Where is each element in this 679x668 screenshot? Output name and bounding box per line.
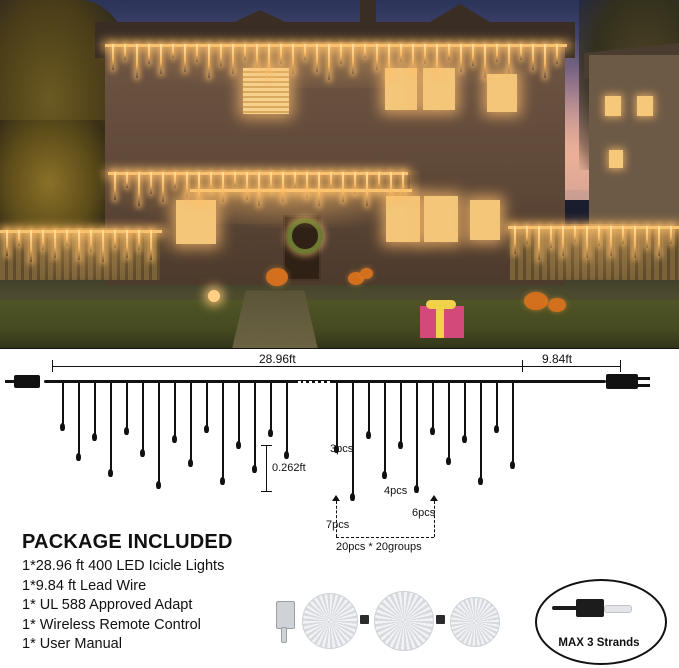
bulb: [382, 471, 387, 479]
window-upper-1: [243, 68, 289, 114]
spec-diagram: [0, 348, 679, 668]
light-drop: [634, 226, 636, 258]
light-drop: [352, 44, 354, 74]
light-drop: [330, 172, 332, 190]
connector-prong-left: [5, 380, 14, 383]
light-drop: [484, 44, 486, 78]
male-plug-right: [606, 374, 638, 389]
strand: [94, 382, 96, 434]
light-drop: [472, 44, 474, 66]
light-drop: [586, 226, 588, 258]
light-drop: [316, 44, 318, 72]
package-item: 1* Wireless Remote Control: [22, 616, 201, 633]
light-drop: [514, 226, 516, 254]
light-coil-3: [450, 597, 500, 647]
light-drop: [318, 172, 320, 206]
callout-4pcs: 4pcs: [384, 485, 408, 497]
light-drop: [354, 172, 356, 194]
light-drop: [126, 172, 128, 188]
light-drop: [622, 226, 624, 244]
light-drop: [220, 44, 222, 66]
light-drop: [112, 44, 114, 70]
bulb: [108, 469, 113, 477]
light-drop: [376, 44, 378, 70]
light-drop: [328, 44, 330, 80]
pumpkin-5: [548, 298, 566, 312]
strand: [352, 382, 354, 494]
lawn-lantern: [208, 290, 220, 302]
lawn: [0, 300, 679, 348]
max-strands-callout: [535, 579, 667, 665]
window-lower-right-1: [386, 196, 420, 242]
bulb: [414, 485, 419, 493]
dim-tick-right: [620, 360, 621, 372]
neighbor-house: [589, 55, 679, 255]
gift-bow: [426, 300, 456, 309]
light-coil-1: [302, 593, 358, 649]
bulb: [494, 425, 499, 433]
light-drop: [78, 230, 80, 260]
light-drop: [270, 172, 272, 192]
light-drop: [222, 172, 224, 202]
drop-dim-line: [266, 445, 267, 491]
bulb: [478, 477, 483, 485]
light-drop: [378, 172, 380, 190]
light-drop: [436, 44, 438, 78]
light-drop: [172, 44, 174, 58]
light-drop: [160, 44, 162, 74]
bulb: [366, 431, 371, 439]
group-bracket-right: [434, 501, 435, 537]
strand: [416, 382, 418, 486]
light-drop: [424, 44, 426, 64]
light-drop: [174, 172, 176, 188]
light-drop: [294, 172, 296, 188]
bulb: [76, 453, 81, 461]
light-drop: [550, 226, 552, 248]
neighbor-window-2: [637, 96, 653, 116]
package-item: 1* User Manual: [22, 636, 122, 652]
group-arrow-right: [430, 495, 438, 501]
strand: [158, 382, 160, 482]
icicle-string-fence-right: [508, 226, 679, 229]
drop-dim-tick-top: [261, 445, 272, 446]
package-item: 1* UL 588 Approved Adapt: [22, 597, 193, 613]
strand: [400, 382, 402, 442]
light-drop: [210, 172, 212, 192]
strand: [78, 382, 80, 454]
strand: [496, 382, 498, 426]
light-drop: [114, 172, 116, 200]
package-item: 1*28.96 ft 400 LED Icicle Lights: [22, 558, 225, 574]
package-list: [22, 557, 224, 655]
light-drop: [54, 230, 56, 258]
light-drop: [646, 226, 648, 248]
light-drop: [342, 172, 344, 202]
strand: [206, 382, 208, 426]
door-wreath: [287, 218, 323, 254]
light-drop: [138, 230, 140, 250]
light-drop: [162, 172, 164, 202]
strand: [222, 382, 224, 478]
light-drop: [364, 44, 366, 58]
neighbor-window-1: [605, 96, 621, 116]
light-drop: [574, 226, 576, 242]
strand: [110, 382, 112, 470]
light-drop: [136, 44, 138, 78]
package-heading: PACKAGE INCLUDED: [22, 531, 233, 553]
window-upper-3: [423, 68, 455, 110]
connector-prong-right-2: [638, 384, 650, 387]
light-drop: [232, 44, 234, 74]
strand: [126, 382, 128, 428]
light-drop: [402, 172, 404, 196]
strand: [448, 382, 450, 458]
bulb: [510, 461, 515, 469]
bulb: [188, 459, 193, 467]
light-drop: [208, 44, 210, 78]
dim-tick-left: [52, 360, 53, 372]
light-drop: [366, 172, 368, 206]
drop-height-label: 0.262ft: [272, 462, 306, 474]
callout-6pcs: 6pcs: [412, 507, 436, 519]
pumpkin-1: [266, 268, 288, 286]
light-drop: [460, 44, 462, 72]
strand: [238, 382, 240, 442]
max-strands-label: MAX 3 Strands: [558, 637, 640, 649]
light-drop: [42, 230, 44, 250]
bulb: [204, 425, 209, 433]
light-drop: [150, 172, 152, 194]
fence-left: [0, 232, 160, 280]
light-drop: [390, 172, 392, 200]
light-drop: [520, 44, 522, 60]
light-drop: [292, 44, 294, 74]
walkway: [232, 291, 319, 348]
light-drop: [150, 230, 152, 260]
light-drop: [340, 44, 342, 64]
light-drop: [598, 226, 600, 246]
gift-ribbon: [436, 306, 444, 338]
pumpkin-3: [360, 268, 373, 279]
strand: [480, 382, 482, 478]
female-connector-left: [14, 375, 40, 388]
group-arrow-left: [332, 495, 340, 501]
light-drop: [258, 172, 260, 206]
connector-block-2: [436, 615, 445, 624]
bulb: [140, 449, 145, 457]
light-drop: [114, 230, 116, 248]
light-drop: [198, 172, 200, 206]
light-drop: [610, 226, 612, 256]
light-drop: [30, 230, 32, 262]
connector-lead: [552, 606, 578, 610]
bulb: [462, 435, 467, 443]
light-drop: [138, 172, 140, 206]
light-drop: [526, 226, 528, 244]
light-drop: [388, 44, 390, 78]
light-drop: [448, 44, 450, 60]
strand: [432, 382, 434, 428]
light-drop: [532, 44, 534, 70]
fence-right: [510, 228, 679, 280]
window-lower-right-2: [424, 196, 458, 242]
light-drop: [412, 44, 414, 72]
light-drop: [102, 230, 104, 262]
power-adapter-icon: [276, 601, 295, 629]
dim-label-main: 28.96ft: [259, 352, 296, 366]
light-drop: [658, 226, 660, 256]
bulb: [60, 423, 65, 431]
light-drop: [304, 44, 306, 60]
light-drop: [234, 172, 236, 187]
neighbor-window-3: [609, 150, 623, 168]
strand: [336, 382, 338, 446]
light-drop: [196, 44, 198, 62]
strand: [174, 382, 176, 436]
strand: [254, 382, 256, 466]
bulb: [446, 457, 451, 465]
package-item: 1*9.84 ft Lead Wire: [22, 577, 147, 594]
light-drop: [268, 44, 270, 78]
window-lower-right-3: [470, 200, 500, 240]
light-drop: [18, 230, 20, 246]
connector-block-1: [360, 615, 369, 624]
light-drop: [280, 44, 282, 64]
light-drop: [66, 230, 68, 246]
bulb: [92, 433, 97, 441]
groups-label: 20pcs * 20groups: [336, 541, 422, 553]
group-bracket-bottom: [336, 537, 434, 538]
bulb: [220, 477, 225, 485]
light-drop: [244, 44, 246, 60]
strand: [286, 382, 288, 452]
bulb: [268, 429, 273, 437]
pumpkin-4: [524, 292, 548, 310]
strand: [512, 382, 514, 462]
window-upper-4: [487, 74, 517, 112]
bulb: [172, 435, 177, 443]
light-drop: [508, 44, 510, 74]
dim-line-lead: [522, 366, 620, 367]
light-drop: [538, 226, 540, 260]
light-drop: [246, 172, 248, 200]
strand: [270, 382, 272, 430]
connector-prong-right: [638, 377, 650, 380]
bulb: [398, 441, 403, 449]
drop-dim-tick-bottom: [261, 491, 272, 492]
strand: [368, 382, 370, 432]
strand: [384, 382, 386, 472]
adapter-cord: [281, 627, 287, 643]
bulb: [124, 427, 129, 435]
strand: [464, 382, 466, 436]
light-drop: [124, 44, 126, 60]
wire-break-dots: [298, 381, 330, 384]
light-drop: [148, 44, 150, 64]
light-drop: [400, 44, 402, 62]
light-drop: [90, 230, 92, 252]
group-bracket-left: [336, 501, 337, 537]
light-drop: [544, 44, 546, 78]
light-coil-2: [374, 591, 434, 651]
light-drop: [256, 44, 258, 70]
bulb: [236, 441, 241, 449]
light-drop: [186, 172, 188, 198]
light-drop: [670, 226, 672, 244]
bulb: [284, 451, 289, 459]
light-drop: [282, 172, 284, 202]
dim-line-main: [52, 366, 522, 367]
strand: [190, 382, 192, 460]
light-drop: [126, 230, 128, 258]
connector-tail: [604, 605, 632, 613]
bulb: [156, 481, 161, 489]
callout-3pcs: 3pcs: [330, 443, 354, 455]
light-drop: [562, 226, 564, 256]
bulb: [350, 493, 355, 501]
light-drop: [496, 44, 498, 62]
light-drop: [184, 44, 186, 72]
window-lower-left: [176, 200, 216, 244]
light-drop: [306, 172, 308, 198]
connector-body: [576, 599, 604, 617]
strand: [142, 382, 144, 450]
light-drop: [556, 44, 558, 64]
light-drop: [6, 230, 8, 256]
callout-7pcs: 7pcs: [326, 519, 350, 531]
strand: [62, 382, 64, 424]
bulb: [430, 427, 435, 435]
dim-label-lead: 9.84ft: [542, 352, 573, 366]
bulb: [252, 465, 257, 473]
